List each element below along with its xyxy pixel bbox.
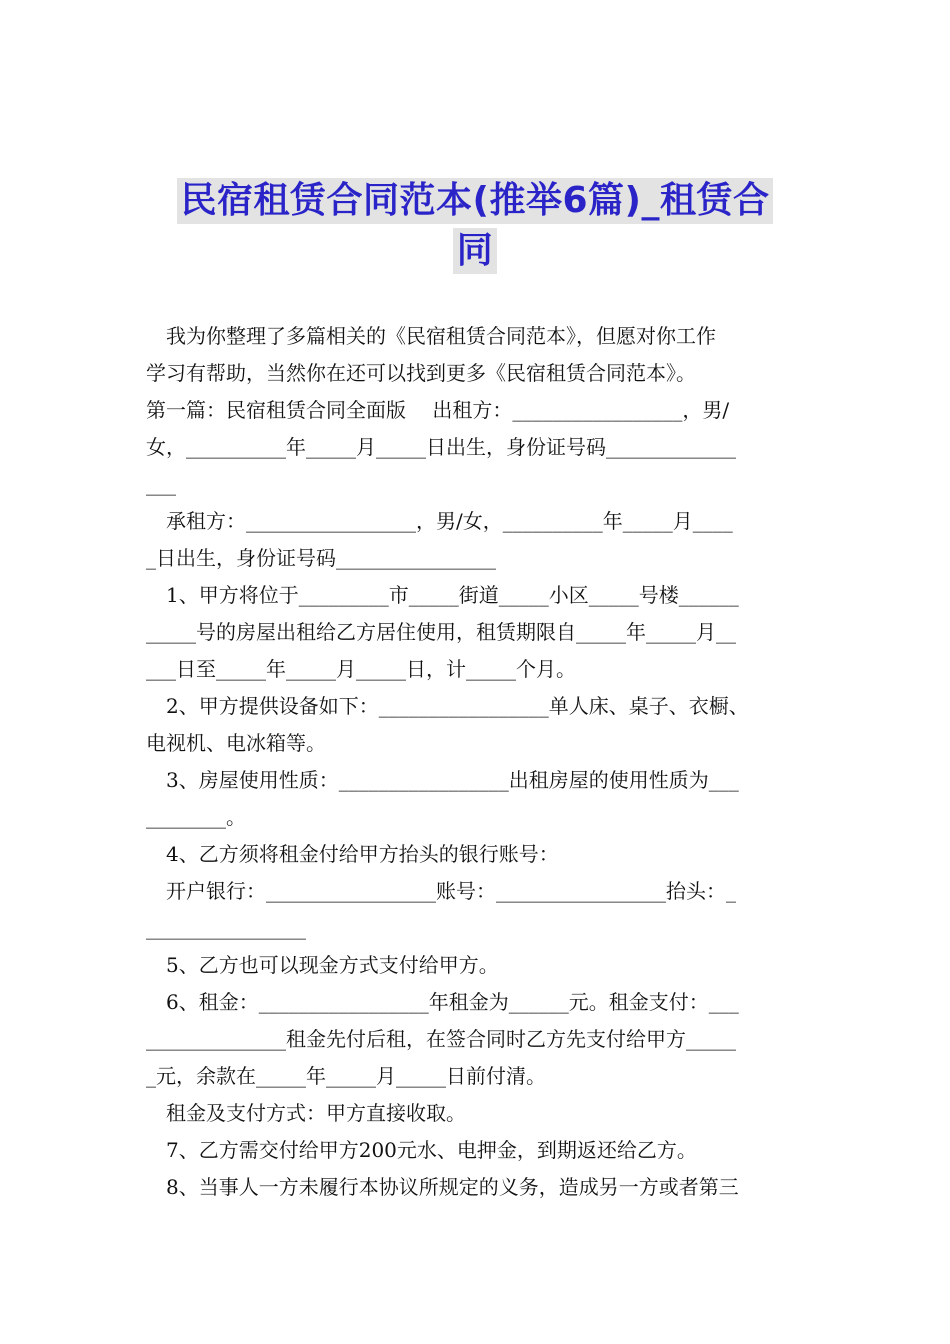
paragraph-line: 4、乙方须将租金付给甲方抬头的银行账号：	[166, 842, 559, 866]
paragraph-line: 7、乙方需交付给甲方200元水、电押金，到期返还给乙方。	[166, 1138, 697, 1162]
paragraph-line: 8、当事人一方未履行本协议所规定的义务，造成另一方或者第三	[166, 1175, 739, 1199]
paragraph-line: _____号的房屋出租给乙方居住使用，租赁期限自_____年_____月__	[146, 620, 736, 644]
paragraph-line: _元，余款在_____年_____月_____日前付清。	[146, 1064, 546, 1088]
paragraph-line: 租金及支付方式：甲方直接收取。	[166, 1101, 466, 1125]
paragraph-line: _日出生，身份证号码________________	[146, 546, 496, 570]
paragraph-line: ________。	[146, 805, 246, 829]
paragraph-line: 6、租金：_________________年租金为______元。租金支付：___	[166, 990, 739, 1014]
paragraph-line: ______________租金先付后租，在签合同时乙方先支付给甲方_____	[146, 1027, 736, 1051]
paragraph-line: 学习有帮助，当然你在还可以找到更多《民宿租赁合同范本》。	[146, 361, 696, 385]
paragraph-line: ________________	[146, 916, 306, 940]
paragraph-line: 开户银行：_________________账号：_________________抬头：_	[166, 879, 736, 903]
paragraph-line: ___日至_____年_____月_____日，计_____个月。	[146, 657, 576, 681]
paragraph-line: 2、甲方提供设备如下：_________________单人床、桌子、衣橱、	[166, 694, 749, 718]
paragraph-line: 3、房屋使用性质：_________________出租房屋的使用性质为___	[166, 768, 739, 792]
paragraph-line: 电视机、电冰箱等。	[146, 731, 326, 755]
document-title	[0, 178, 950, 274]
paragraph-line: 女，__________年_____月_____日出生，身份证号码_____________	[146, 435, 736, 459]
paragraph-line: 1、甲方将位于_________市_____街道_____小区_____号楼______	[166, 583, 739, 607]
title-line-2: 同	[453, 228, 498, 274]
title-line-1: 民宿租赁合同范本(推举6篇)_租赁合	[177, 178, 774, 224]
paragraph-line: 第一篇：民宿租赁合同全面版 出租方：_________________，男/	[146, 398, 730, 422]
paragraph-line: 5、乙方也可以现金方式支付给甲方。	[166, 953, 499, 977]
paragraph-line: 我为你整理了多篇相关的《民宿租赁合同范本》，但愿对你工作	[166, 324, 716, 348]
paragraph-line: 承租方：_________________，男/女，__________年_____月____	[166, 509, 733, 533]
paragraph-line: ___	[146, 472, 176, 496]
document-body	[146, 318, 811, 1206]
